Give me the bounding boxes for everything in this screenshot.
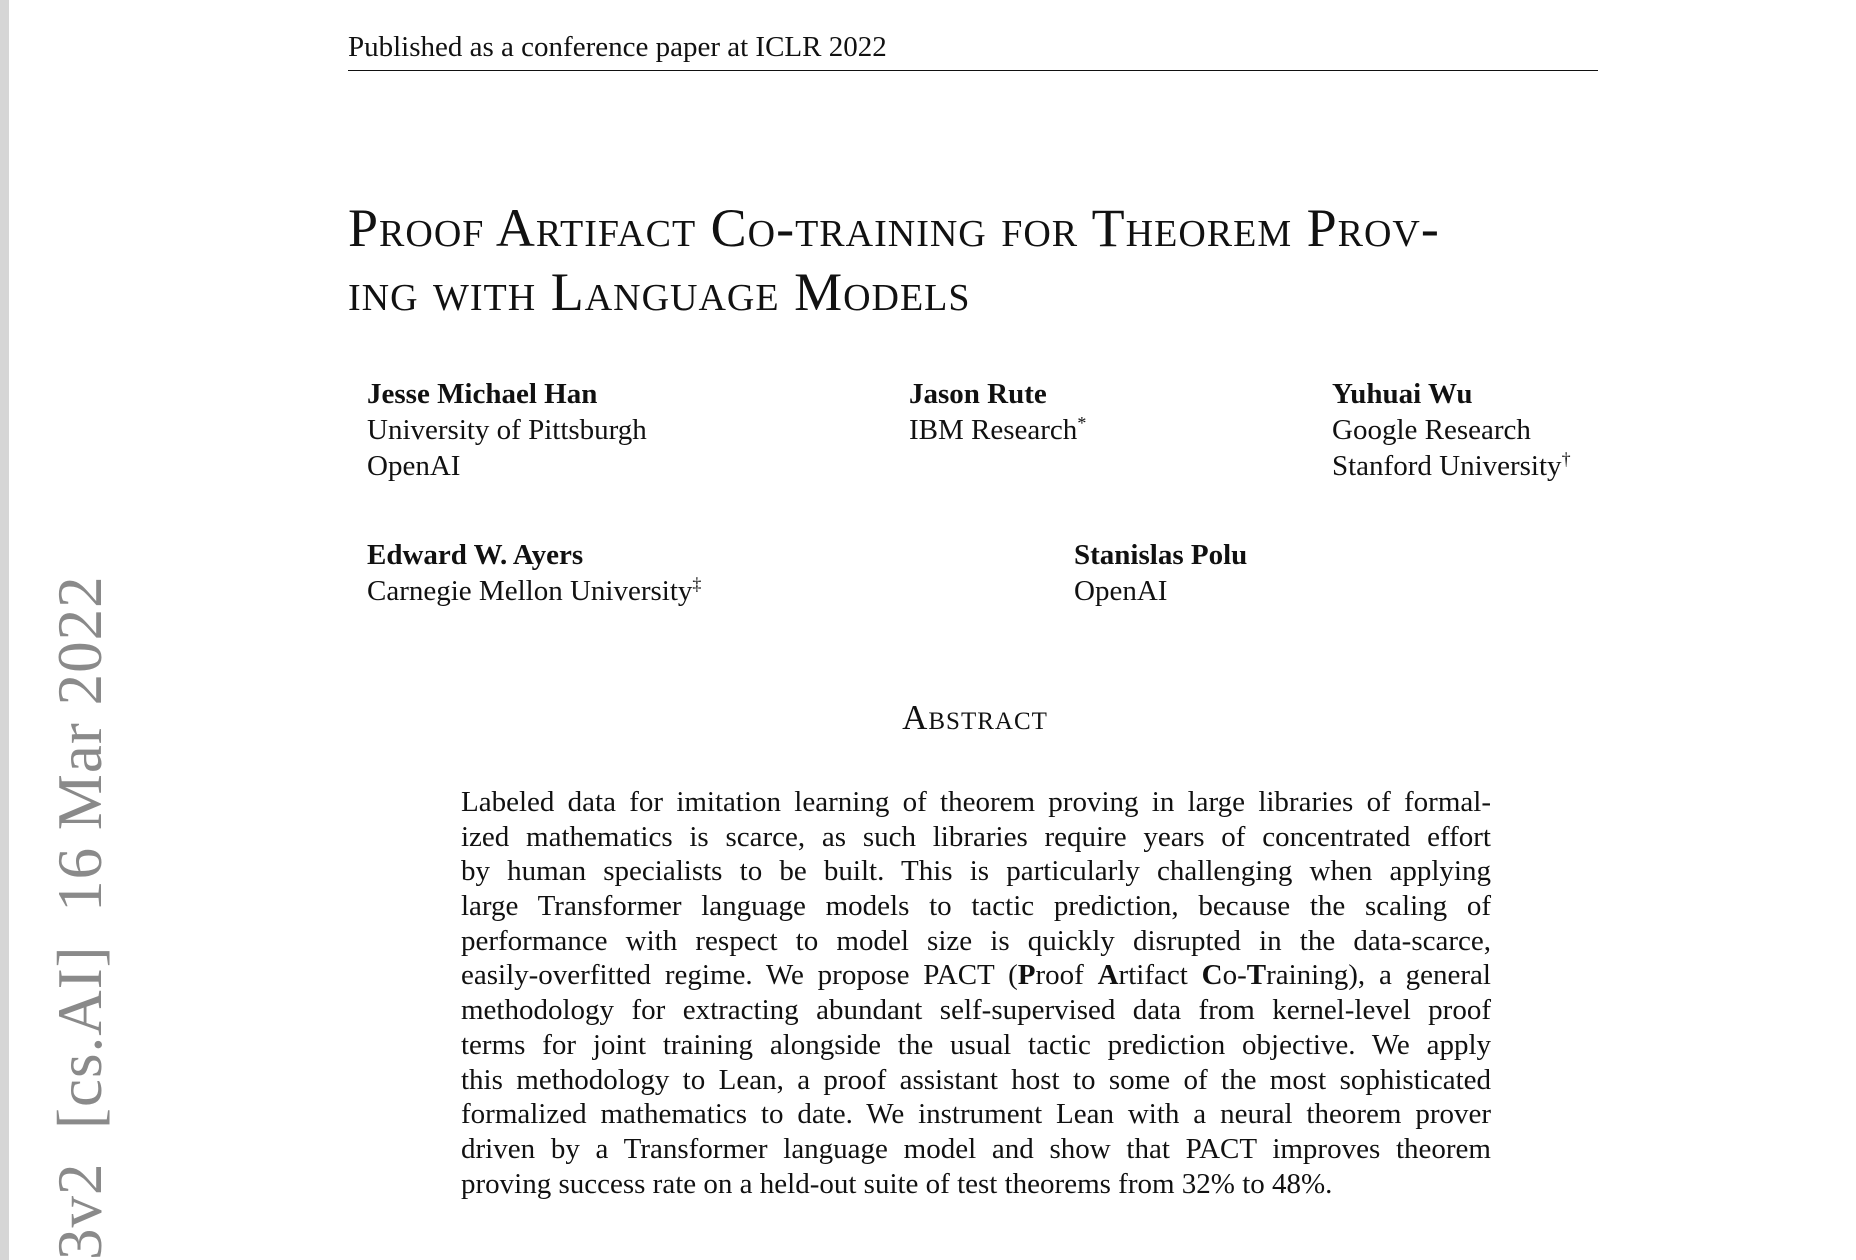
author-block-wu (1332, 376, 1571, 484)
author-affiliation: Stanford University† (1332, 449, 1571, 482)
author-block-han (367, 376, 647, 484)
abstract-line: easily-overfitted regime. We propose PACT (Proof Artifact Co-Training), a general (461, 959, 1491, 992)
abstract-line: performance with respect to model size is quickly disrupted in the data-scarce, (461, 924, 1491, 957)
running-header: Published as a conference paper at ICLR 2022 (348, 31, 887, 63)
title-line-2: ing with Language Models (348, 262, 971, 322)
abstract-line: terms for joint training alongside the usual tactic prediction objective. We apply (461, 1028, 1491, 1061)
author-name: Edward W. Ayers (367, 539, 584, 571)
title-line-1: Proof Artifact Co-training for Theorem Prov- (348, 198, 1440, 258)
footnote-mark: * (1077, 413, 1087, 433)
author-affiliation: OpenAI (1074, 575, 1168, 607)
author-name: Yuhuai Wu (1332, 378, 1473, 410)
header-rule (348, 70, 1598, 71)
author-block-ayers (367, 537, 701, 609)
abstract-line: Labeled data for imitation learning of theorem proving in large libraries of formal- (461, 786, 1491, 818)
author-affiliation: Google Research (1332, 414, 1531, 446)
abstract-line: ized mathematics is scarce, as such libraries require years of concentrated effort (461, 820, 1491, 853)
author-name: Jesse Michael Han (367, 378, 598, 410)
paper-title (348, 196, 1648, 324)
author-affiliation: University of Pittsburgh (367, 414, 647, 446)
author-block-rute (909, 376, 1086, 448)
author-affiliation: OpenAI (367, 450, 461, 482)
arxiv-identifier-stamp: 3v2 [cs.AI] 16 Mar 2022 (45, 575, 115, 1260)
abstract-body (461, 785, 1491, 1201)
abstract-line: methodology for extracting abundant self-supervised data from kernel-level proof (461, 994, 1491, 1027)
footnote-mark: ‡ (692, 574, 702, 594)
author-affiliation: IBM Research* (909, 413, 1087, 446)
abstract-line: large Transformer language models to tactic prediction, because the scaling of (461, 890, 1491, 923)
author-name: Jason Rute (909, 378, 1047, 410)
author-name: Stanislas Polu (1074, 539, 1248, 571)
abstract-line: by human specialists to be built. This is particularly challenging when applying (461, 855, 1491, 888)
abstract-heading: Abstract (902, 698, 1048, 737)
abstract-line: proving success rate on a held-out suite of test theorems from 32% to 48%. (461, 1167, 1333, 1200)
author-block-polu (1074, 537, 1247, 609)
abstract-line: this methodology to Lean, a proof assistant host to some of the most sophisticated (461, 1063, 1491, 1096)
abstract-line: driven by a Transformer language model and show that PACT improves theorem (461, 1132, 1491, 1165)
author-affiliation: Carnegie Mellon University‡ (367, 574, 702, 607)
page-edge-bar (0, 0, 9, 1260)
abstract-line: formalized mathematics to date. We instrument Lean with a neural theorem prover (461, 1098, 1491, 1131)
footnote-mark: † (1561, 449, 1571, 469)
